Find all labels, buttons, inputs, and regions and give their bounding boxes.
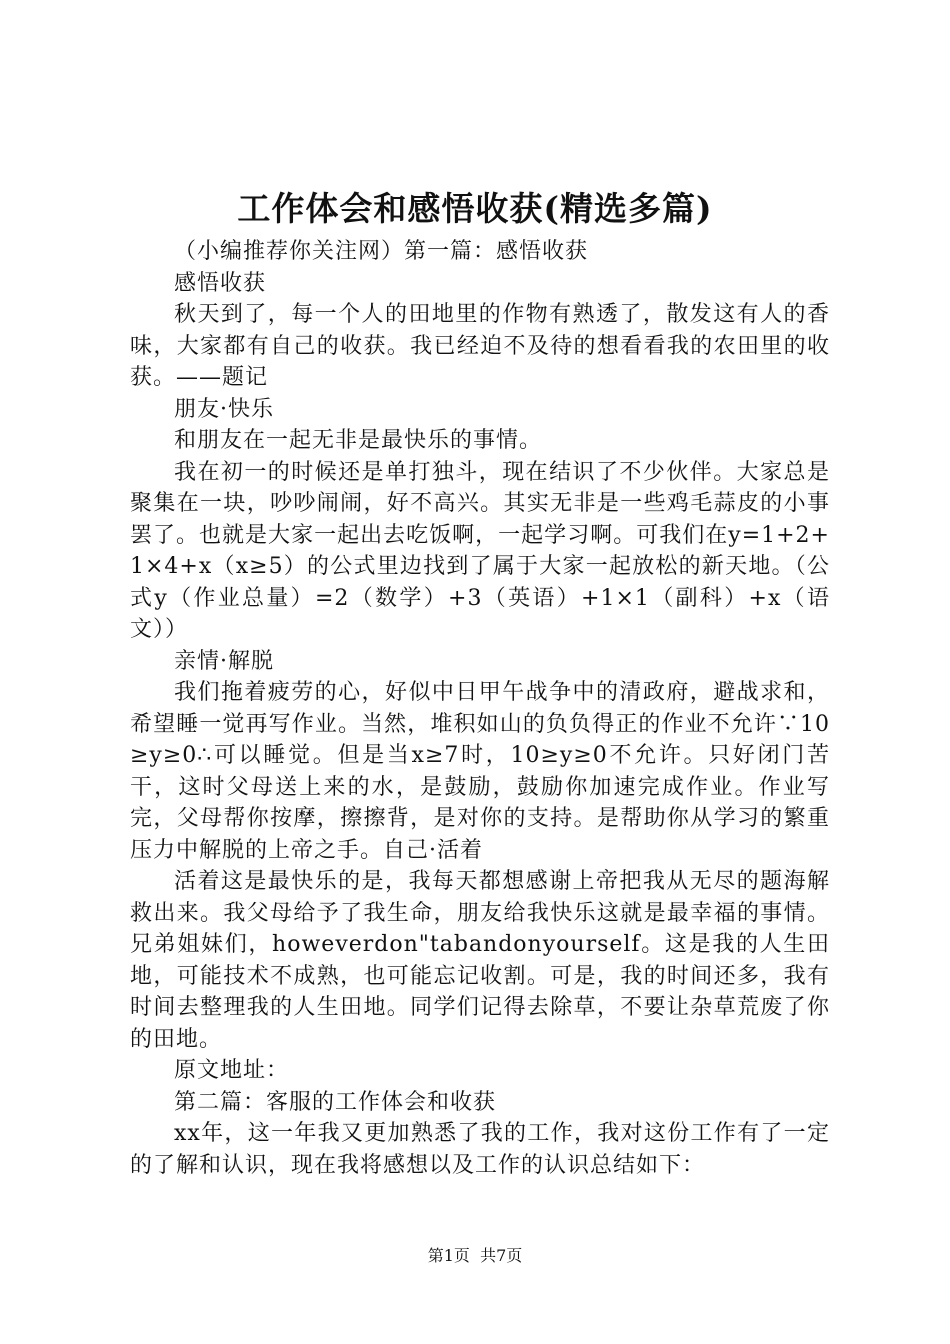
page-footer: 第1页 共7页 <box>427 1246 523 1265</box>
section-heading: 第二篇：客服的工作体会和收获 <box>174 1089 497 1115</box>
paragraph: 原文地址： <box>174 1058 290 1083</box>
document-body <box>130 236 830 1181</box>
paragraph: xx年，这一年我又更加熟悉了我的工作，我对这份工作有了一定的了解和认识，现在我将感想以及工作的认识总结如下： <box>130 1121 830 1178</box>
section-heading: 亲情·解脱 <box>174 648 274 674</box>
paragraph: 活着这是最快乐的是，我每天都想感谢上帝把我从无尽的题海解救出来。我父母给予了我生命，朋友给我快乐这就是最幸福的事情。兄弟姐妹们，howeverdon"tabandonyourself。这是我的人生田地，可能技术不成熟，也可能忘记收割。可是，我的时间还多，我有时间去整理我的人生田地。同学们记得去除草，不要让杂草荒废了你的田地。 <box>130 869 830 1052</box>
paragraph: 秋天到了，每一个人的田地里的作物有熟透了，散发这有人的香味，大家都有自己的收获。我已经迫不及待的想看看我的农田里的收获。——题记 <box>130 302 830 390</box>
paragraph: 和朋友在一起无非是最快乐的事情。 <box>174 428 543 453</box>
section-heading: 朋友·快乐 <box>174 396 274 422</box>
paragraph: 我在初一的时候还是单打独斗，现在结识了不少伙伴。大家总是聚集在一块，吵吵闹闹，好不高兴。其实无非是一些鸡毛蒜皮的小事罢了。也就是大家一起出去吃饭啊，一起学习啊。可我们在y=1+2+1×4+x（x≥5）的公式里边找到了属于大家一起放松的新天地。（公式y（作业总量）=2（数学）+3（英语）+1×1（副科）+x（语文）） <box>130 459 830 642</box>
document-title: 工作体会和感悟收获(精选多篇) <box>237 189 713 228</box>
paragraph: 我们拖着疲劳的心，好似中日甲午战争中的清政府，避战求和，希望睡一觉再写作业。当然，堆积如山的负负得正的作业不允许∵10≥y≥0∴可以睡觉。但是当x≥7时，10≥y≥0不允许。只好闭门苦干，这时父母送上来的水，是鼓励，鼓励你加速完成作业。作业写完，父母帮你按摩，擦擦背，是对你的支持。是帮助你从学习的繁重压力中解脱的上帝之手。自己·活着 <box>130 680 830 863</box>
section-heading: 感悟收获 <box>174 270 267 296</box>
paragraph-intro: （小编推荐你关注网）第一篇：感悟收获 <box>174 239 589 264</box>
